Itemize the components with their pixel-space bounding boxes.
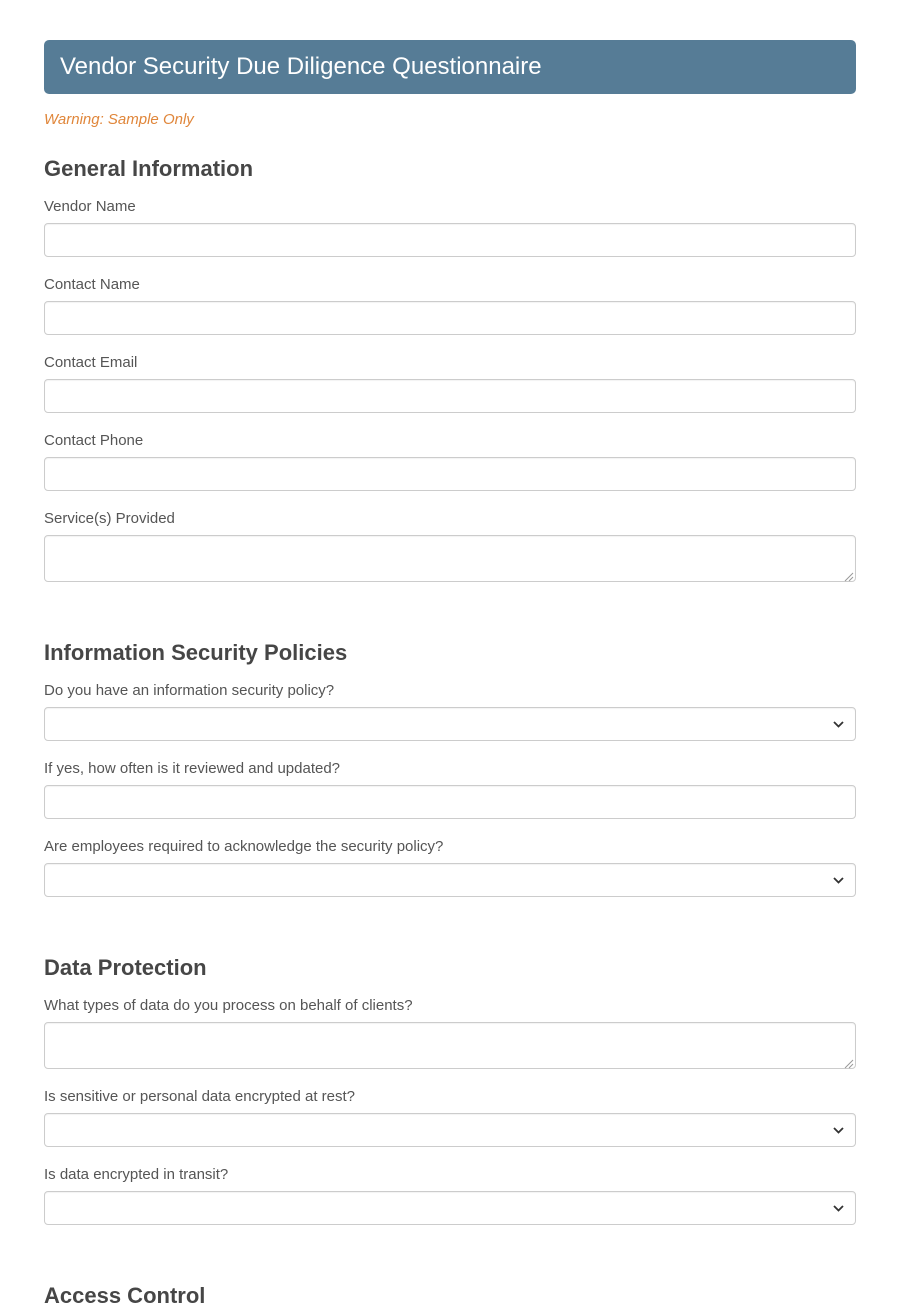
field-label: Is data encrypted in transit? [44,1166,229,1183]
resize-grip-icon[interactable] [844,569,854,579]
form-group [44,683,856,741]
section-heading: Data Protection [44,955,207,980]
section-general-information [44,156,856,582]
field-label: Contact Phone [44,432,144,449]
field-label: Is sensitive or personal data encrypted at rest? [44,1088,356,1105]
field-label: Do you have an information security policy? [44,682,335,699]
form-group [44,355,856,413]
vendor-name-input[interactable] [44,223,856,257]
form-group [44,1167,856,1225]
section-information-security-policies [44,640,856,897]
encryption-at-rest-select[interactable] [44,1113,856,1147]
contact-email-input[interactable] [44,379,856,413]
field-label: Contact Name [44,276,140,293]
page-title-bar [44,40,856,94]
warning-text: Warning: Sample Only [44,111,194,128]
form-group [44,199,856,257]
section-data-protection [44,955,856,1225]
section-heading: General Information [44,156,254,181]
field-label: Contact Email [44,354,138,371]
contact-phone-input[interactable] [44,457,856,491]
field-label: Are employees required to acknowledge the security policy? [44,838,444,855]
form-group [44,433,856,491]
field-label: Service(s) Provided [44,510,175,527]
form-group [44,761,856,819]
section-heading: Information Security Policies [44,640,348,665]
field-label: Vendor Name [44,198,136,215]
policy-acknowledgement-select[interactable] [44,863,856,897]
form-group [44,277,856,335]
questionnaire-page [44,0,856,1308]
form-group [44,1089,856,1147]
page-title: Vendor Security Due Diligence Questionnaire [60,53,542,80]
section-access-control [44,1283,856,1308]
form-group [44,998,856,1069]
services-provided-textarea[interactable] [44,535,856,582]
form-group [44,839,856,897]
field-label: If yes, how often is it reviewed and updated? [44,760,341,777]
form-group [44,511,856,582]
policy-review-frequency-input[interactable] [44,785,856,819]
resize-grip-icon[interactable] [844,1056,854,1066]
security-policy-select[interactable] [44,707,856,741]
section-heading: Access Control [44,1283,206,1308]
contact-name-input[interactable] [44,301,856,335]
data-types-textarea[interactable] [44,1022,856,1069]
encryption-in-transit-select[interactable] [44,1191,856,1225]
field-label: What types of data do you process on behalf of clients? [44,997,413,1014]
